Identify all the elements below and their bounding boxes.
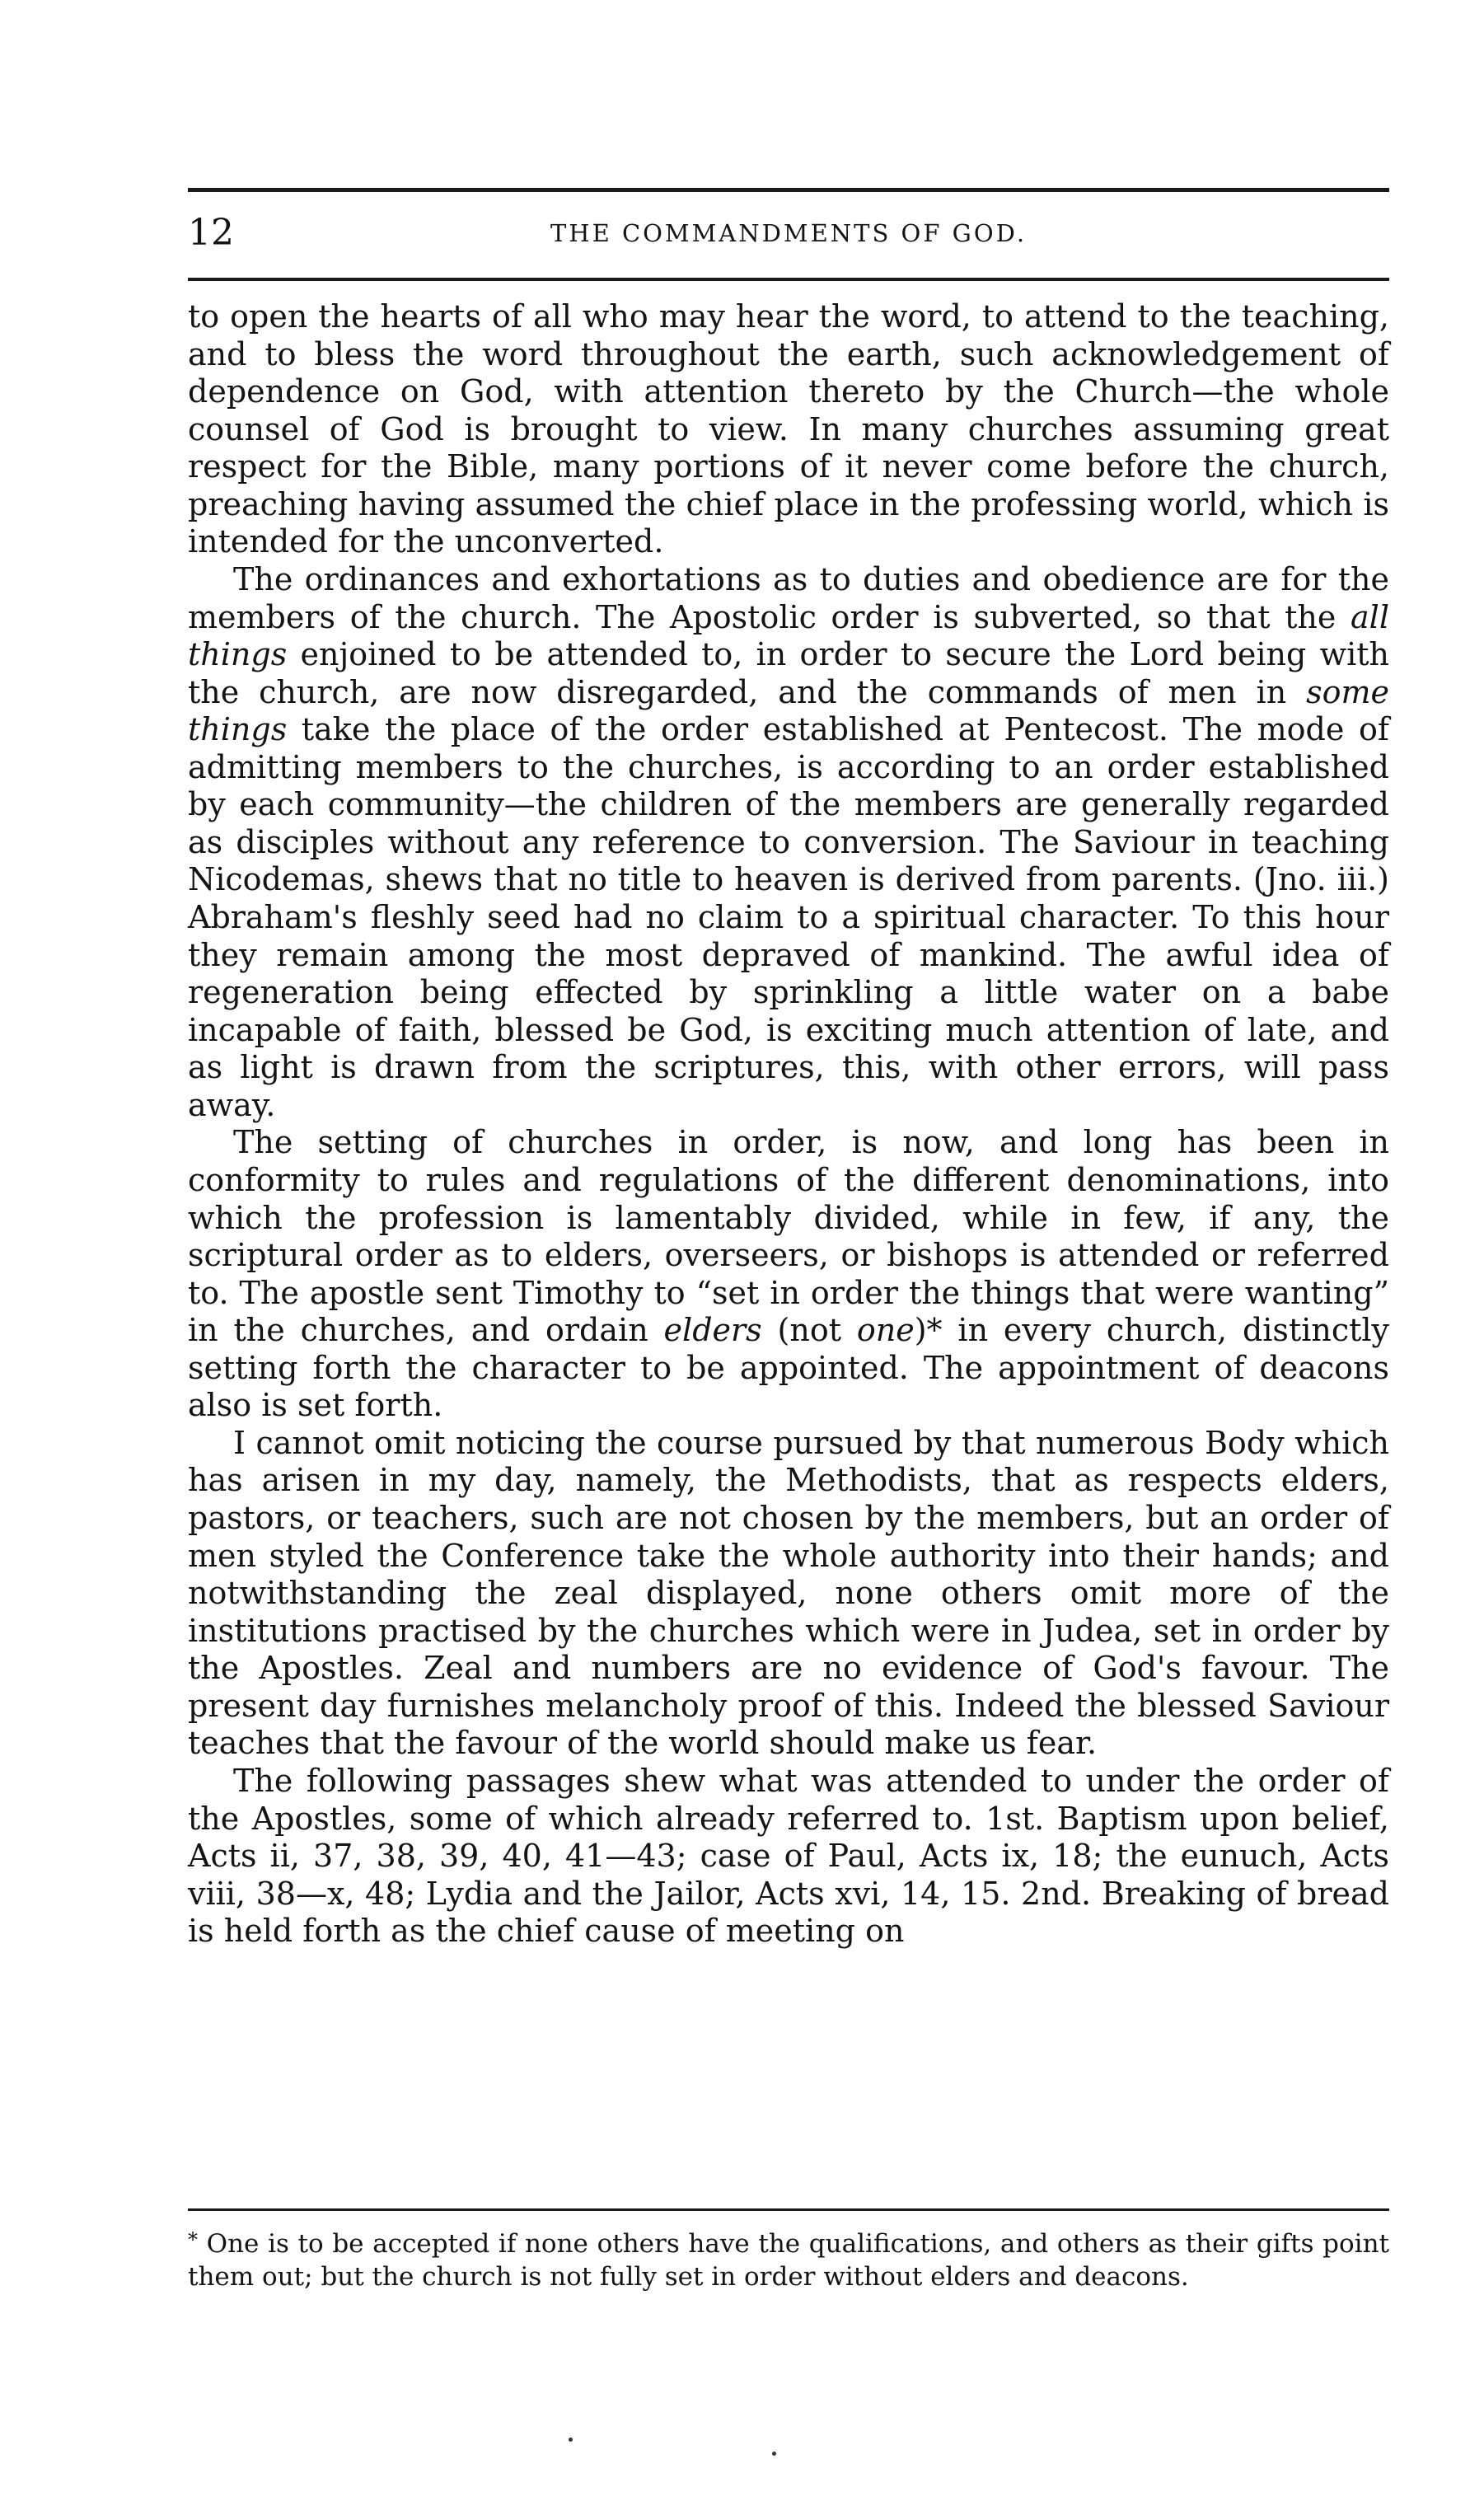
paragraph-text: )* in every church, distinctly setting forth the character to be appointed. The appointment of deacons also is set forth.	[188, 1312, 1390, 1424]
paragraph-text: The setting of churches in order, is now, and long has been in conformity to rules and regulations of the different denominations, into which the profession is lamentably divided, while in few, if any, the scriptural order as to elders, overseers, or bishops is attended or referred to. The apostle sent Timothy to “set in order the things that were wanting” in the churches, and ordain	[188, 1124, 1389, 1349]
footnote-rule	[188, 2208, 1389, 2211]
paragraph-text: (not	[761, 1312, 857, 1349]
page-number: 12	[188, 212, 234, 254]
italic-text: elders	[663, 1312, 762, 1349]
footnote-marker: *	[188, 2228, 198, 2251]
paragraph-text: take the place of the order established at Pentecost. The mode of admitting members to the churches, is according to an order established by each community—the children of the members are generally regarded as disciples without any reference to conversion. The Saviour in teaching Nicodemas, shews that no title to heaven is derived from parents. (Jno. iii.) Abraham's fleshly seed had no claim to a spiritual character. To this hour they remain among the most depraved of mankind. The awful idea of regeneration being effected by sprinkling a little water on a babe incapable of faith, blessed be God, is exciting much attention of late, and as light is drawn from the scriptures, this, with other errors, will pass away.	[188, 711, 1389, 1123]
italic-text: one	[856, 1312, 915, 1349]
running-title: THE COMMANDMENTS OF GOD.	[550, 219, 1028, 247]
paragraph-text: I cannot omit noticing the course pursued by that numerous Body which has arisen in my day, namely, the Methodists, that as respects elders, pastors, or teachers, such are not chosen by the members, but an order of men styled the Conference take the whole authority into their hands; and notwithstanding the zeal displayed, none others omit more of the institutions practised by the churches which were in Judea, set in order by the Apostles. Zeal and numbers are no evidence of God's favour. The present day furnishes melancholy proof of this. Indeed the blessed Saviour teaches that the favour of the world should make us fear.	[188, 1424, 1389, 1762]
paragraph	[188, 1425, 1389, 1763]
header-rule	[188, 278, 1389, 281]
footnote	[188, 2223, 1389, 2293]
paragraph-text: enjoined to be attended to, in order to secure the Lord being with the church, are now disregarded, and the commands of men in	[188, 636, 1389, 710]
paragraph	[188, 561, 1389, 1124]
print-speck	[569, 2438, 573, 2442]
paragraph	[188, 1763, 1389, 1951]
italic-text: some things	[188, 673, 1389, 748]
print-speck	[772, 2452, 776, 2456]
paragraph	[188, 298, 1389, 561]
footnote-text: One is to be accepted if none others have the qualifications, and others as their gifts point them out; but the church is not fully set in order without elders and deacons.	[188, 2229, 1389, 2293]
paragraph	[188, 1124, 1389, 1425]
body-text	[188, 298, 1389, 1951]
page-header	[188, 204, 1389, 262]
top-rule	[188, 188, 1389, 192]
paragraph-text: The ordinances and exhortations as to duties and obedience are for the members of the church. The Apostolic order is subverted, so that the	[188, 560, 1389, 635]
italic-text: all things	[188, 598, 1389, 673]
paragraph-text: The following passages shew what was attended to under the order of the Apostles, some of which already referred to. 1st. Baptism upon belief, Acts ii, 37, 38, 39, 40, 41—43; case of Paul, Acts ix, 18; the eunuch, Acts viii, 38—x, 48; Lydia and the Jailor, Acts xvi, 14, 15. 2nd. Breaking of bread is held forth as the chief cause of meeting on	[188, 1762, 1389, 1950]
paragraph-text: to open the hearts of all who may hear the word, to attend to the teaching, and to bless the word throughout the earth, such acknowledgement of dependence on God, with attention thereto by the Church—the whole counsel of God is brought to view. In many churches assuming great respect for the Bible, many portions of it never come before the church, preaching having assumed the chief place in the professing world, which is intended for the unconverted.	[188, 298, 1389, 560]
